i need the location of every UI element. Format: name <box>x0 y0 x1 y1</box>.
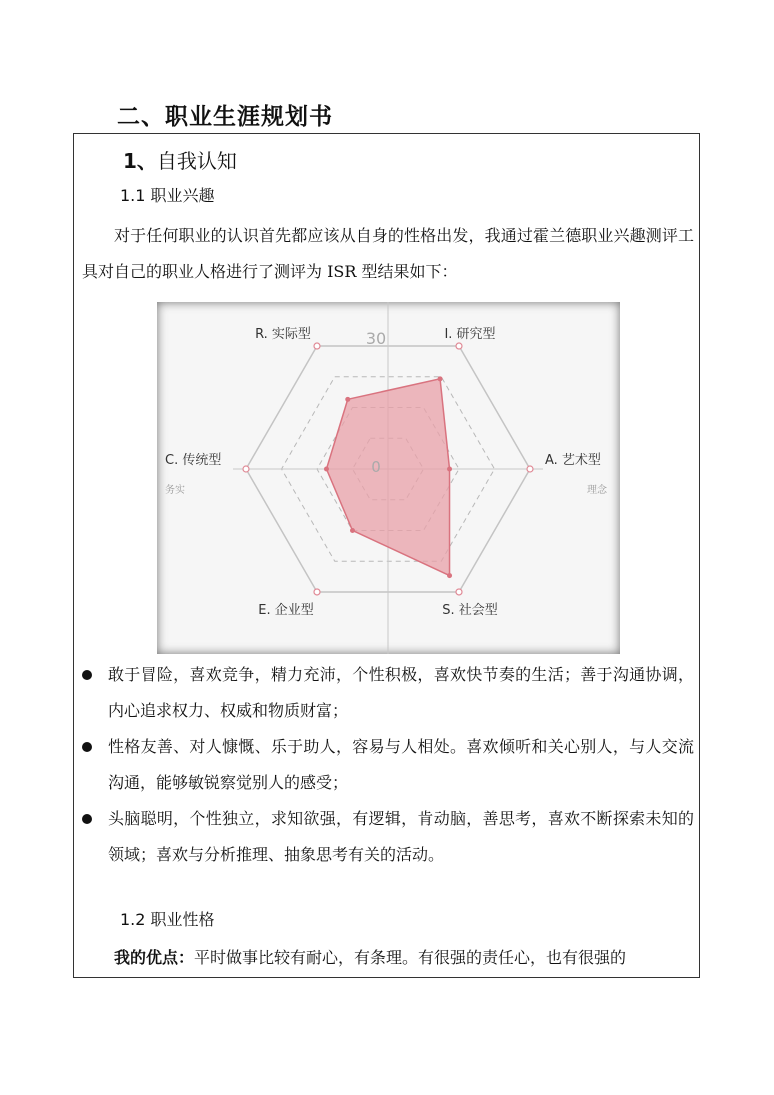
radar-vertex-marker-2 <box>456 343 462 349</box>
radar-chart-panel <box>157 302 620 654</box>
radar-tick-label: 0 <box>371 458 381 476</box>
bullet-icon <box>82 814 92 824</box>
trait-list <box>82 657 694 873</box>
radar-side-label-left: 务实 <box>165 485 185 496</box>
radar-tick-label: 30 <box>365 329 387 348</box>
section-self-awareness-heading <box>123 145 237 174</box>
radar-data-point-2 <box>438 376 443 381</box>
subsection-interest-heading: 1.1 职业兴趣 <box>120 186 215 205</box>
radar-vertex-marker-6 <box>243 466 249 472</box>
radar-vertex-marker-5 <box>314 589 320 595</box>
radar-data-point-4 <box>447 573 452 578</box>
radar-vertex-marker-1 <box>314 343 320 349</box>
bullet-icon <box>82 742 92 752</box>
list-item-text: 性格友善、对人慷慨、乐于助人，容易与人相处。喜欢倾听和关心别人，与人交流沟通，能够敏锐察觉别人的感受； <box>108 737 694 792</box>
holland-radar-chart <box>157 302 620 654</box>
radar-axis-label: E. 企业型 <box>258 603 314 618</box>
list-item <box>82 657 694 729</box>
radar-data-point-1 <box>345 397 350 402</box>
section-number: 1、 <box>123 149 157 173</box>
intro-paragraph: 对于任何职业的认识首先都应该从自身的性格出发，我通过霍兰德职业兴趣测评工具对自己的职业人格进行了测评为 ISR 型结果如下： <box>82 226 694 281</box>
strength-text: 平时做事比较有耐心，有条理。有很强的责任心，也有很强的 <box>194 948 627 967</box>
list-item <box>82 801 694 873</box>
bullet-icon <box>82 670 92 680</box>
list-item <box>82 729 694 801</box>
radar-axis-label: C. 传统型 <box>165 453 222 468</box>
radar-vertex-marker-3 <box>527 466 533 472</box>
radar-side-label-right: 理念 <box>587 485 607 496</box>
radar-data-point-6 <box>324 467 329 472</box>
strength-paragraph <box>82 940 694 976</box>
subsection-personality-heading: 1.2 职业性格 <box>120 910 215 929</box>
radar-axis-label: I. 研究型 <box>444 327 496 342</box>
list-item-text: 头脑聪明，个性独立，求知欲强，有逻辑，肯动脑，善思考，喜欢不断探索未知的领域；喜欢与分析推理、抽象思考有关的活动。 <box>108 809 694 864</box>
radar-axis-label: R. 实际型 <box>255 327 311 342</box>
radar-data-point-5 <box>350 528 355 533</box>
list-item-text: 敢于冒险，喜欢竞争，精力充沛，个性积极，喜欢快节奏的生活；善于沟通协调，内心追求权力、权威和物质财富； <box>108 665 694 720</box>
strength-label: 我的优点： <box>114 948 195 967</box>
radar-data-point-3 <box>447 467 452 472</box>
document-heading: 二、职业生涯规划书 <box>117 104 333 130</box>
radar-vertex-marker-4 <box>456 589 462 595</box>
radar-data-area <box>326 379 449 576</box>
section-title: 自我认知 <box>156 149 237 173</box>
radar-axis-label: A. 艺术型 <box>545 453 601 468</box>
radar-axis-label: S. 社会型 <box>442 603 498 618</box>
